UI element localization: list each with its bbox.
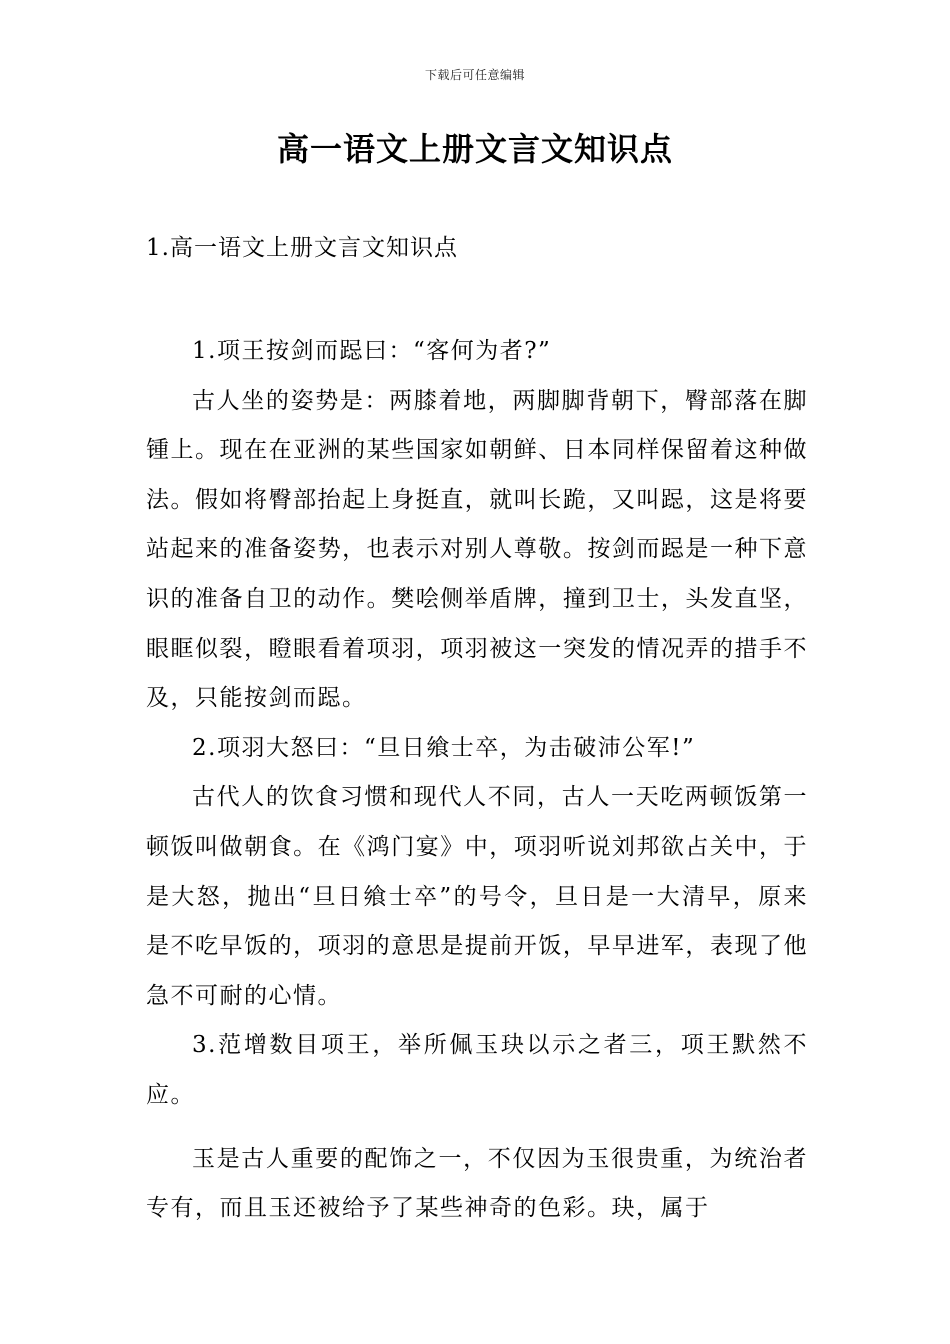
section-heading: 1.高一语文上册文言文知识点	[146, 235, 458, 261]
document-body	[146, 327, 808, 1234]
paragraph-point-2: 2.项羽大怒曰：“旦日飨士卒，为击破沛公军!”	[192, 734, 696, 761]
document-title: 高一语文上册文言文知识点	[276, 130, 673, 168]
paragraph-point-1: 1.项王按剑而跽曰：“客何为者?”	[192, 338, 552, 364]
download-note: 下载后可任意编辑	[424, 68, 525, 82]
paragraph-point-3: 3.范增数目项王，举所佩玉玦以示之者三，项王默然不应。	[146, 1032, 808, 1108]
paragraph-explanation-1: 古人坐的姿势是：两膝着地，两脚脚背朝下，臀部落在脚锺上。现在在亚洲的某些国家如朝鲜、日本同样保留着这种做法。假如将臀部抬起上身挺直，就叫长跪，又叫跽，这是将要站起来的准备姿势，也表示对别人尊敬。按剑而跽是一种下意识的准备自卫的动作。樊哙侧举盾牌，撞到卫士，头发直坚，眼眶似裂，瞪眼看着项羽，项羽被这一突发的情况弄的措手不及，只能按剑而跽。	[146, 387, 808, 712]
paragraph-explanation-3: 玉是古人重要的配饰之一，不仅因为玉很贵重，为统治者专有，而且玉还被给予了某些神奇的色彩。玦，属于	[146, 1145, 808, 1222]
paragraph-explanation-2: 古代人的饮食习惯和现代人不同，古人一天吃两顿饭第一顿饭叫做朝食。在《鸿门宴》中，项羽听说刘邦欲占关中，于是大怒，抛出“旦日飨士卒”的号令，旦日是一大清早，原来是不吃早饭的，项羽的意思是提前开饭，早早进军，表现了他急不可耐的心情。	[146, 784, 808, 1009]
